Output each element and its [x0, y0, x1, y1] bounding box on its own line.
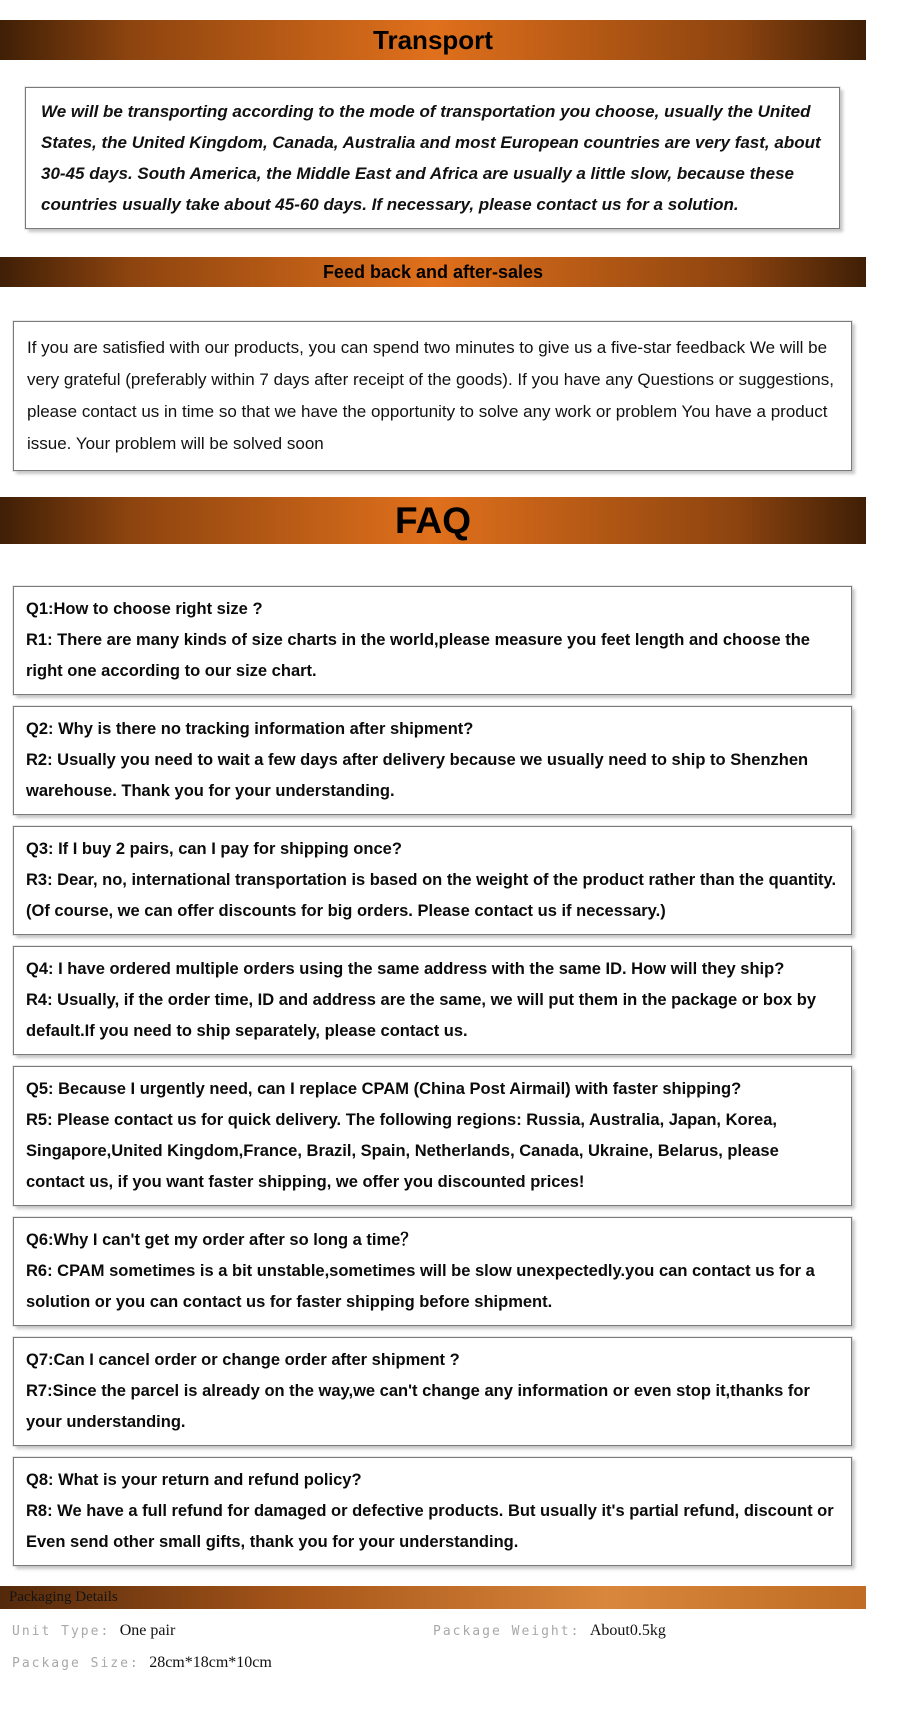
packaging-field-package-size [12, 1649, 433, 1677]
package-weight-value: About0.5kg [589, 1622, 666, 1639]
faq-question-text: Q5: Because I urgently need, can I replace CPAM (China Post Airmail) with faster shipping? [26, 1080, 742, 1098]
package-size-label: Package Size: [12, 1656, 140, 1671]
faq-question-text: Q8: What is your return and refund policy? [26, 1471, 362, 1489]
faq-item-5 [13, 1066, 852, 1206]
packaging-details-title: Packaging Details [9, 1589, 118, 1605]
faq-answer-text: R5: Please contact us for quick delivery. The following regions: Russia, Australia, Japan, Korea, Singapore,United Kingdom,France, Brazil, Spain, Netherlands, Canada, Ukraine, Belarus, please contact us, if you want faster shipping, we offer you discounted prices! [26, 1111, 779, 1191]
faq-item-3 [13, 826, 852, 935]
packaging-fields-grid [0, 1609, 866, 1683]
feedback-section-header [0, 257, 866, 287]
unit-type-value: One pair [119, 1622, 176, 1639]
faq-question-text: Q6:Why I can't get my order after so long a time？ [26, 1231, 417, 1249]
faq-answer-text: R3: Dear, no, international transportation is based on the weight of the product rather than the quantity. (Of course, we can offer discounts for big orders. Please contact us if necessary.) [26, 871, 837, 920]
packaging-details-section [0, 1586, 866, 1683]
feedback-info-panel [13, 321, 852, 471]
faq-item-7 [13, 1337, 852, 1446]
faq-answer-text: R1: There are many kinds of size charts in the world,please measure you feet length and choose the right one according to our size chart. [26, 631, 810, 680]
faq-item-1 [13, 586, 852, 695]
faq-answer-text: R7:Since the parcel is already on the way,we can't change any information or even stop it,thanks for your understanding. [26, 1382, 810, 1431]
transport-section-title: Transport [373, 24, 493, 55]
faq-item-4 [13, 946, 852, 1055]
faq-item-2 [13, 706, 852, 815]
faq-question-text: Q1:How to choose right size ? [26, 600, 263, 618]
faq-section-header [0, 497, 866, 544]
package-weight-label: Package Weight: [433, 1624, 581, 1639]
faq-answer-text: R2: Usually you need to wait a few days after delivery because we usually need to ship to Shenzhen warehouse. Thank you for your understanding. [26, 751, 809, 800]
unit-type-label: Unit Type: [12, 1624, 111, 1639]
faq-answer-text: R8: We have a full refund for damaged or defective products. But usually it's partial refund, discount or Even send other small gifts, thank you for your understanding. [26, 1502, 834, 1551]
faq-section-title: FAQ [394, 499, 472, 541]
faq-answer-text: R6: CPAM sometimes is a bit unstable,sometimes will be slow unexpectedly.you can contact us for a solution or you can contact us for faster shipping before shipment. [26, 1262, 815, 1311]
transport-section-header [0, 20, 866, 60]
faq-question-text: Q3: If I buy 2 pairs, can I pay for shipping once? [26, 840, 402, 858]
transport-body-text: We will be transporting according to the mode of transportation you choose, usually the United States, the United Kingdom, Canada, Australia and most European countries are very fast, about 30-45 days. South America, the Middle East and Africa are usually a little slow, because these countries usually take about 45-60 days. If necessary, please contact us for a solution. [41, 102, 821, 214]
faq-item-8 [13, 1457, 852, 1566]
faq-question-text: Q2: Why is there no tracking information after shipment? [26, 720, 474, 738]
package-size-value: 28cm*18cm*10cm [149, 1654, 272, 1671]
faq-question-text: Q4: I have ordered multiple orders using the same address with the same ID. How will they ship? [26, 960, 785, 978]
faq-item-6 [13, 1217, 852, 1326]
packaging-field-unit-type [12, 1617, 433, 1645]
feedback-section-title: Feed back and after-sales [322, 261, 544, 282]
faq-list [0, 586, 866, 1566]
faq-answer-text: R4: Usually, if the order time, ID and address are the same, we will put them in the package or box by default.If you need to ship separately, please contact us. [26, 991, 817, 1040]
transport-info-panel [25, 87, 840, 229]
faq-question-text: Q7:Can I cancel order or change order after shipment ? [26, 1351, 460, 1369]
feedback-body-text: If you are satisfied with our products, you can spend two minutes to give us a five-star feedback We will be very grateful (preferably within 7 days after receipt of the goods). If you have any Questions or suggestions, please contact us in time so that we have the opportunity to solve any work or problem You have a product issue. Your problem will be solved soon [27, 338, 834, 453]
packaging-details-header [0, 1586, 866, 1609]
packaging-field-package-weight [433, 1617, 854, 1645]
